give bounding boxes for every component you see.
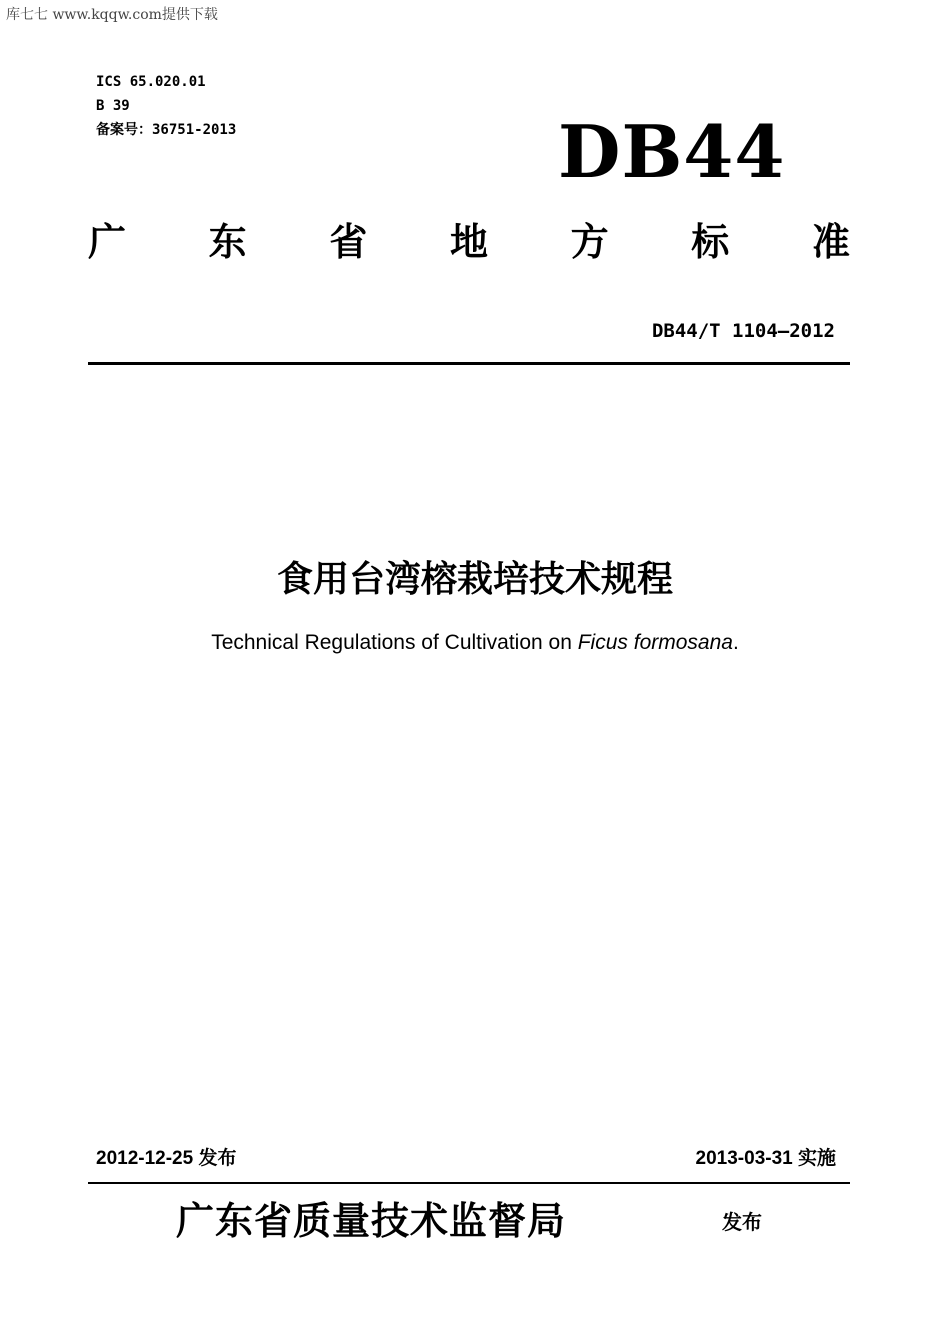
implementation-date: 2013-03-31 实施 [695,1148,836,1169]
standard-type-char: 地 [449,220,488,264]
issue-date: 2012-12-25 发布 [96,1148,237,1169]
top-divider [88,362,850,365]
title-en-prefix: Technical Regulations of Cultivation on [211,631,578,654]
watermark-text: 库七七 www.kqqw.com提供下载 [6,7,218,23]
standard-type-char: 广 [88,220,127,264]
title-en-species: Ficus formosana [577,631,733,654]
record-number: 备案号：36751-2013 [96,122,237,138]
document-title-english [0,630,950,656]
standard-type-char: 标 [691,220,730,264]
standard-type-char: 方 [570,220,609,264]
issuer-action-label: 发布 [722,1210,762,1234]
standard-code: DB44 [558,109,786,194]
bottom-divider [88,1182,850,1184]
standard-type-heading [88,218,850,266]
ics-code: ICS 65.020.01 [96,74,206,90]
standard-type-char: 省 [329,220,368,264]
standard-number: DB44/T 1104—2012 [651,320,835,342]
standard-type-char: 东 [208,220,247,264]
standard-type-char: 准 [811,220,850,264]
title-en-suffix: . [732,631,739,654]
issuing-authority: 广东省质量技术监督局 [176,1198,567,1243]
document-title-chinese: 食用台湾榕栽培技术规程 [276,559,673,600]
classification-code: B 39 [96,98,130,114]
